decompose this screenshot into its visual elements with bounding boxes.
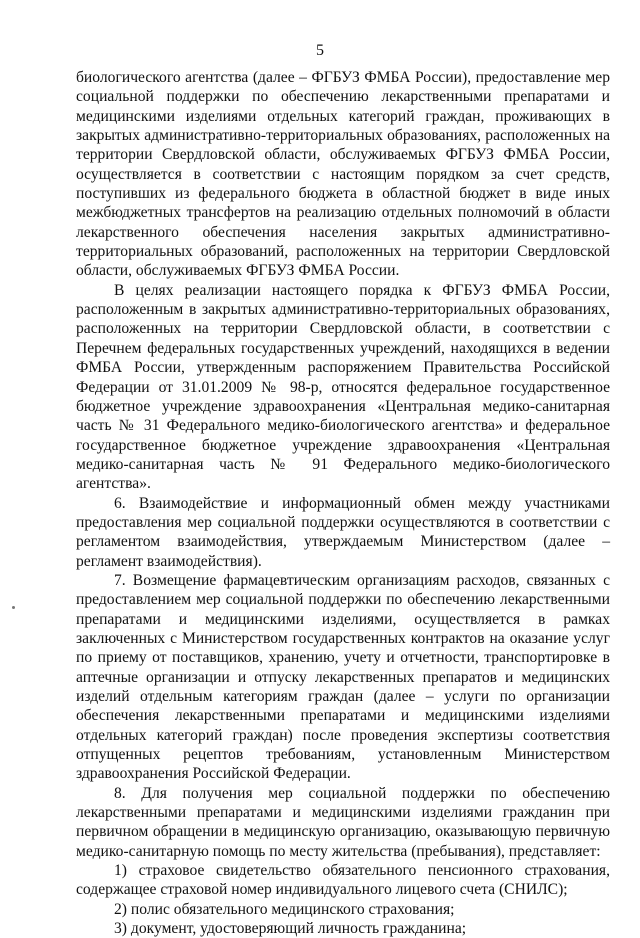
scan-speck [12, 606, 15, 609]
paragraph-4: 7. Возмещение фармацевтическим организациям расходов, связанных с предоставлением мер социальной поддержки по обеспечению лекарственными препаратами и медицинскими изделиями, осуществляется в рамках заключенных с Министерством государственных контрактов на оказание услуг по приему от поставщиков, хранению, учету и отчетности, транспортировке в аптечные организации и отпуску лекарственных препаратов и медицинских изделий отдельным категориям граждан (далее – услуги по организации обеспечения лекарственными препаратами и медицинскими изделиями отдельных категорий граждан) после проведения экспертизы соответствия отпущенных рецептов требованиям, установленным Министерством здравоохранения Российской Федерации. [76, 571, 610, 783]
list-item-2: 2) полис обязательного медицинского страхования; [114, 900, 455, 918]
paragraph-3: 6. Взаимодействие и информационный обмен между участниками предоставления мер социальной поддержки осуществляются в соответствии с регламентом взаимодействия, утверждаемым Министерством (далее – регламент взаимодействия). [76, 494, 610, 570]
list-item-3: 3) документ, удостоверяющий личность гражданина; [114, 920, 467, 938]
paragraph-2: В целях реализации настоящего порядка к ФГБУЗ ФМБА России, расположенным в закрытых административно-территориальных образованиях, расположенных на территории Свердловской области, в соответствии с Перечнем федеральных государственных учреждений, находящихся в ведении ФМБА России, утвержденным распоряжением Правительства Российской Федерации от 31.01.2009 № 98-р, относятся федеральное государственное бюджетное учреждение здравоохранения «Центральная медико-санитарная часть № 31 Федерального медико-биологического агентства» и федеральное государственное бюджетное учреждение здравоохранения «Центральная медико-санитарная часть № 91 Федерального медико-биологического агентства». [76, 281, 610, 493]
paragraph-1: биологического агентства (далее – ФГБУЗ ФМБА России), предоставление мер социальной поддержки по обеспечению лекарственными препаратами и медицинскими изделиями отдельных категорий граждан, проживающих в закрытых административно-территориальных образованиях, расположенных на территории Свердловской области, обслуживаемых ФГБУЗ ФМБА России, осуществляется в соответствии с настоящим порядком за счет средств, поступивших из федерального бюджета в областной бюджет в виде иных межбюджетных трансфертов на реализацию отдельных полномочий в области лекарственного обеспечения населения закрытых административно-территориальных образований, расположенных на территории Свердловской области, обслуживаемых ФГБУЗ ФМБА России. [76, 69, 610, 280]
paragraph-5: 8. Для получения мер социальной поддержки по обеспечению лекарственными препаратами и медицинскими изделиями гражданин при первичном обращении в медицинскую организацию, оказывающую первичную медико-санитарную помощь по месту жительства (пребывания), представляет: [76, 784, 610, 860]
page-number: 5 [316, 42, 324, 59]
list-item-1: 1) страховое свидетельство обязательного пенсионного страхования, содержащее страховой номер индивидуального лицевого счета (СНИЛС); [76, 862, 610, 899]
document-body [76, 68, 610, 938]
